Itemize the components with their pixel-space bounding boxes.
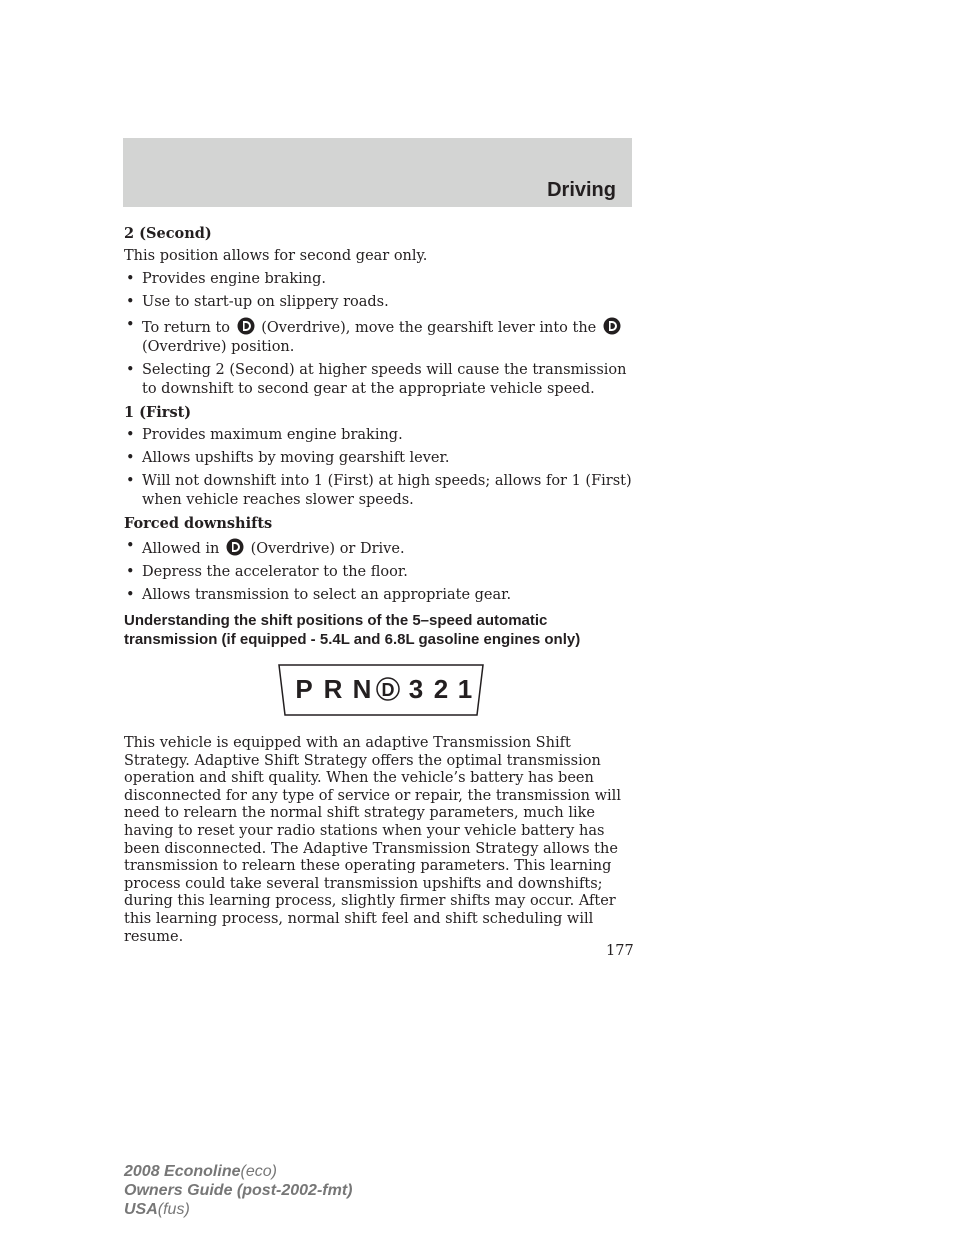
bullet-item: • Will not downshift into 1 (First) at high speeds; allows for 1 (First) when vehicle reaches slower speeds. [126, 473, 632, 508]
gear-indicator-graphic [271, 661, 489, 719]
gear-indicator [271, 661, 489, 723]
bullet-dot: • [126, 473, 135, 489]
main-content [124, 224, 644, 649]
bullet-dot: • [126, 450, 135, 466]
second-intro: This position allows for second gear only. [124, 248, 428, 264]
heading-forced-downshifts: Forced downshifts [124, 515, 273, 532]
bullet-item: • To return to (Overdrive), move the gearshift lever into the (Overdrive) position. [124, 316, 644, 357]
page-number: 177 [606, 943, 634, 959]
bullet-dot: • [126, 362, 135, 378]
overdrive-d-icon [603, 316, 621, 336]
bullet-item: • Allows upshifts by moving gearshift lever. [126, 450, 450, 466]
document-footer [124, 1162, 352, 1219]
gear-d: D [381, 680, 395, 700]
bullet-dot: • [126, 294, 135, 310]
overdrive-d-icon [226, 537, 244, 557]
gear-1: 1 [457, 674, 473, 704]
gear-3: 3 [408, 674, 424, 704]
bullet-dot: • [126, 538, 135, 554]
bullet-item: • Allowed in (Overdrive) or Drive. [126, 538, 405, 557]
page-header-band [123, 138, 632, 207]
footer-market: USA [124, 1201, 158, 1218]
bullet-dot: • [126, 587, 135, 603]
heading-second: 2 (Second) [124, 225, 212, 242]
footer-model: 2008 Econoline [124, 1163, 241, 1180]
section-heading: Understanding the shift positions of the 5–speed automatic transmission (if equipped - 5.4L and 6.8L gasoline engines only) [124, 612, 581, 648]
bullet-item: • Provides engine braking. [126, 271, 327, 287]
bullet-item: • Allows transmission to select an appropriate gear. [126, 587, 512, 603]
section-title: Driving [547, 179, 616, 201]
bullet-item: • Depress the accelerator to the floor. [126, 564, 408, 580]
gear-2: 2 [433, 674, 449, 704]
gear-p: P [295, 674, 313, 704]
heading-first: 1 (First) [124, 404, 192, 421]
footer-market-code: (fus) [157, 1201, 190, 1218]
bullet-dot: • [126, 317, 135, 333]
bullet-dot: • [126, 427, 135, 443]
bullet-item: • Selecting 2 (Second) at higher speeds will cause the transmission to downshift to second gear at the appropriate vehicle speed. [126, 362, 627, 397]
bullet-item: • Use to start-up on slippery roads. [126, 294, 389, 310]
bullet-dot: • [126, 564, 135, 580]
gear-r: R [323, 674, 343, 704]
bullet-dot: • [126, 271, 135, 287]
adaptive-strategy-paragraph: This vehicle is equipped with an adaptive Transmission Shift Strategy. Adaptive Shift Strategy offers the optimal transmission operation and shift quality. When the vehicle’s battery has been disconnected for any type of service or repair, the transmission will need to relearn the normal shift strategy parameters, much like having to reset your radio stations when your vehicle battery has been disconnected. The Adaptive Transmission Strategy allows the transmission to relearn these operating parameters. This learning process could take several transmission upshifts and downshifts; during this learning process, slightly firmer shifts may occur. After this learning process, normal shift feel and shift scheduling will resume. [124, 735, 621, 945]
footer-model-code: (eco) [240, 1163, 277, 1180]
overdrive-d-icon [237, 316, 255, 336]
gear-n: N [352, 674, 372, 704]
footer-guide: Owners Guide (post-2002-fmt) [124, 1182, 353, 1199]
bullet-item: • Provides maximum engine braking. [126, 427, 403, 443]
